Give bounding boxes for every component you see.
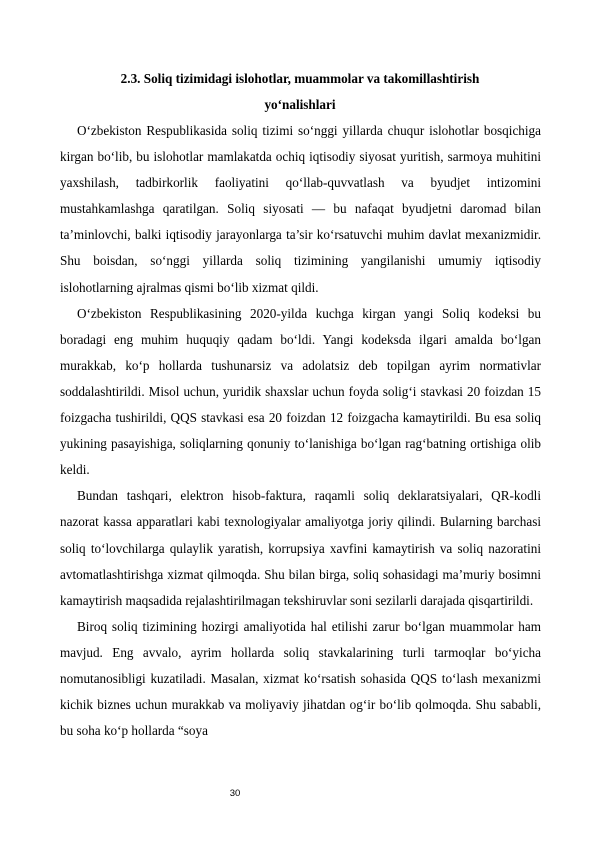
paragraph-current-problems: Biroq soliq tizimining hozirgi amaliyotida hal etilishi zarur bo‘lgan muammolar ham mavjud. Eng avvalo, ayrim hollarda soliq stavkalarining turli tarmoqlar bo‘yicha nomutanosibligi kuzatiladi. Masalan, xizmat ko‘rsatish sohasida QQS to‘lash mexanizmi kichik biznes uchun murakkab va moliyaviy jihatdan og‘ir bo‘lib qolmoqda. Shu sababli, bu soha ko‘p hollarda “soya: [60, 618, 541, 739]
section-heading-line-1: 2.3. Soliq tizimidagi islohotlar, muammolar va takomillashtirish: [120, 71, 480, 86]
body-text: [60, 118, 541, 744]
section-heading-line-2: yo‘nalishlari: [264, 97, 336, 112]
paragraph-digital-technologies: Bundan tashqari, elektron hisob-faktura, raqamli soliq deklaratsiyalari, QR-kodli nazorat kassa apparatlari kabi texnologiyalar amaliyotga joriy qilindi. Bularning barchasi soliq to‘lovchilarga qulaylik yaratish, korrupsiya xavfini kamaytirish va soliq nazoratini avtomatlashtirishga xizmat qilmoqda. Shu bilan birga, soliq sohasidagi ma’muriy bosimni kamaytirish maqsadida rejalashtirilmagan tekshiruvlar soni sezilarli darajada qisqartirildi.: [60, 488, 541, 608]
page-number: 30: [229, 788, 241, 799]
paragraph-new-tax-code: O‘zbekiston Respublikasining 2020-yilda kuchga kirgan yangi Soliq kodeksi bu boradagi eng muhim huquqiy qadam bo‘ldi. Yangi kodeksda ilgari amalda bo‘lgan murakkab, ko‘p hollarda tushunarsiz va adolatsiz deb topilgan ayrim normativlar soddalashtirildi. Misol uchun, yuridik shaxslar uchun foyda solig‘i stavkasi 20 foizdan 15 foizgacha tushirildi, QQS stavkasi esa 20 foizdan 12 foizgacha kamaytirildi. Bu esa soliq yukining pasayishiga, soliqlarning qonuniy to‘lanishiga bo‘lgan rag‘batning ortishiga olib keldi.: [60, 305, 541, 478]
paragraph-tax-reforms-overview: O‘zbekiston Respublikasida soliq tizimi so‘nggi yillarda chuqur islohotlar bosqichiga kirgan bo‘lib, bu islohotlar mamlakatda ochiq iqtisodiy siyosat yuritish, sarmoya muhitini yaxshilash, tadbirkorlik faoliyatini qo‘llab-quvvatlash va byudjet intizomini mustahkamlashga qaratilgan. Soliq siyosati — bu nafaqat byudjetni daromad bilan ta’minlovchi, balki iqtisodiy jarayonlarga ta’sir ko‘rsatuvchi muhim davlat mexanizmidir. Shu boisdan, so‘nggi yillarda soliq tizimining yangilanishi umumiy iqtisodiy islohotlarning ajralmas qismi bo‘lib xizmat qildi.: [60, 123, 541, 295]
